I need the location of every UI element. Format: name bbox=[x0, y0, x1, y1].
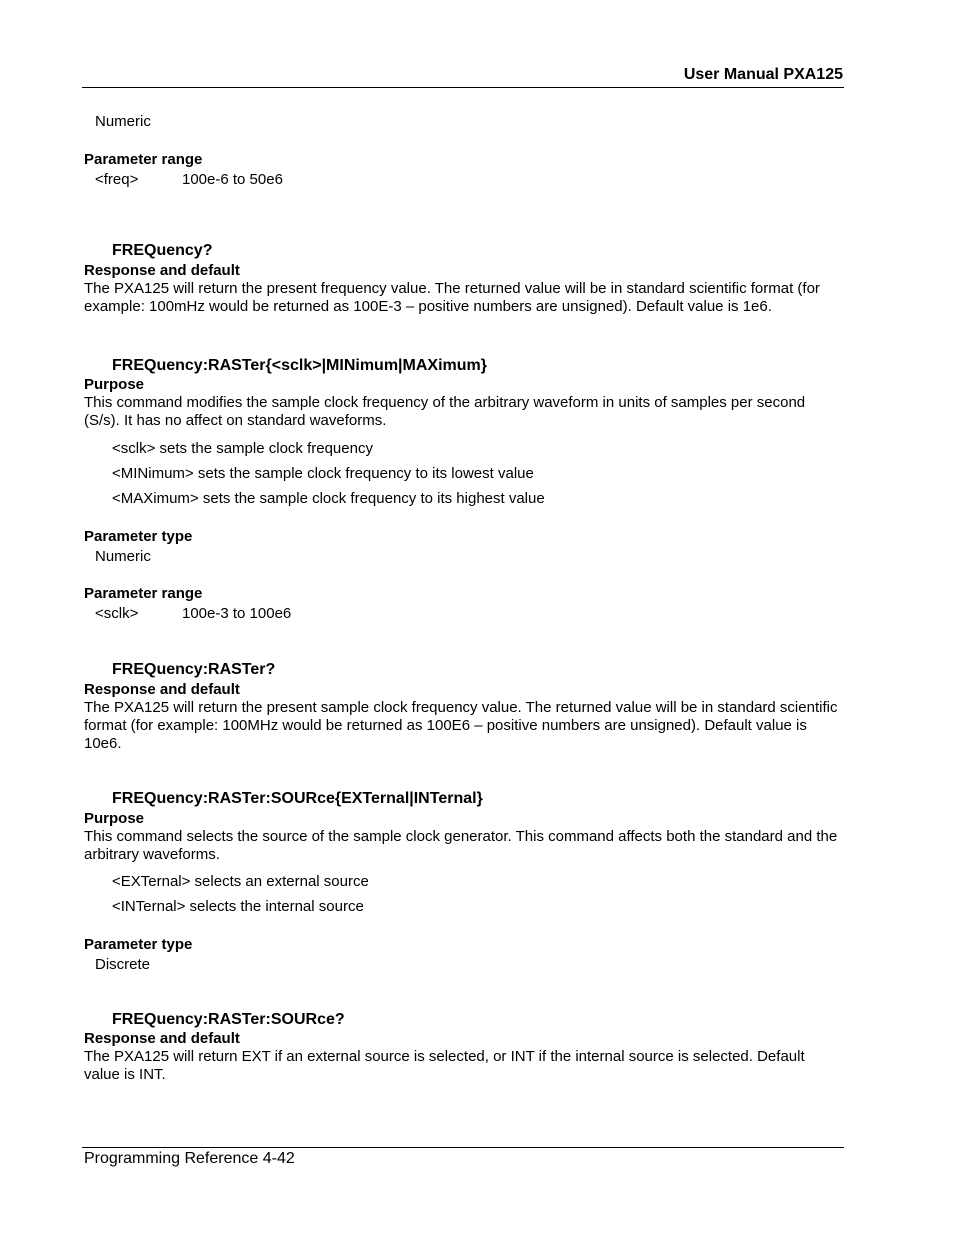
command-title: FREQuency:RASTer:SOURce{EXTernal|INTernal} bbox=[112, 790, 483, 807]
param-type-heading: Parameter type bbox=[84, 936, 193, 953]
option-item: <sclk> sets the sample clock frequency bbox=[112, 440, 373, 457]
command-title: FREQuency:RASTer? bbox=[112, 661, 276, 678]
purpose-heading: Purpose bbox=[84, 810, 145, 827]
response-text: The PXA125 will return EXT if an external source is selected, or INT if the internal source is selected. Default value is INT. bbox=[84, 1048, 805, 1083]
command-title: FREQuency? bbox=[112, 242, 213, 259]
response-text: The PXA125 will return the present frequency value. The returned value will be in standard scientific format (for example: 100mHz would be returned as 100E-3 – positive numbers are unsigned). Default value is 1e6. bbox=[84, 280, 820, 315]
param-range-name: <freq> bbox=[95, 171, 139, 188]
page-header-title: User Manual PXA125 bbox=[683, 66, 843, 83]
param-type-heading: Parameter type bbox=[84, 528, 193, 545]
command-title: FREQuency:RASTer{<sclk>|MINimum|MAXimum} bbox=[112, 357, 487, 374]
command-title: FREQuency:RASTer:SOURce? bbox=[112, 1011, 345, 1028]
response-heading: Response and default bbox=[84, 262, 240, 279]
response-heading: Response and default bbox=[84, 681, 240, 698]
param-range-value: 100e-6 to 50e6 bbox=[182, 171, 283, 188]
footer-rule bbox=[82, 1147, 844, 1148]
param-type-value: Discrete bbox=[95, 956, 151, 973]
purpose-text: This command modifies the sample clock frequency of the arbitrary waveform in units of samples per second (S/s). It has no affect on standard waveforms. bbox=[84, 394, 806, 429]
param-range-value: 100e-3 to 100e6 bbox=[182, 605, 292, 622]
purpose-text: This command selects the source of the sample clock generator. This command affects both the standard and the arbitrary waveforms. bbox=[84, 828, 838, 863]
response-heading: Response and default bbox=[84, 1030, 240, 1047]
param-range-heading: Parameter range bbox=[84, 151, 203, 168]
header-rule bbox=[82, 87, 844, 88]
option-item: <MAXimum> sets the sample clock frequency to its highest value bbox=[112, 490, 545, 507]
page-footer-text: Programming Reference 4-42 bbox=[84, 1150, 295, 1167]
purpose-heading: Purpose bbox=[84, 376, 145, 393]
param-range-heading: Parameter range bbox=[84, 585, 203, 602]
option-item: <EXTernal> selects an external source bbox=[112, 873, 369, 890]
response-text: The PXA125 will return the present sample clock frequency value. The returned value will be in standard scientific format (for example: 100MHz would be returned as 100E6 – positive numbers are unsigned). Default value is 10e6. bbox=[84, 699, 838, 752]
param-range-name: <sclk> bbox=[95, 605, 139, 622]
param-type-value: Numeric bbox=[95, 113, 151, 130]
option-item: <INTernal> selects the internal source bbox=[112, 898, 364, 915]
param-type-value: Numeric bbox=[95, 548, 151, 565]
option-item: <MINimum> sets the sample clock frequency to its lowest value bbox=[112, 465, 534, 482]
